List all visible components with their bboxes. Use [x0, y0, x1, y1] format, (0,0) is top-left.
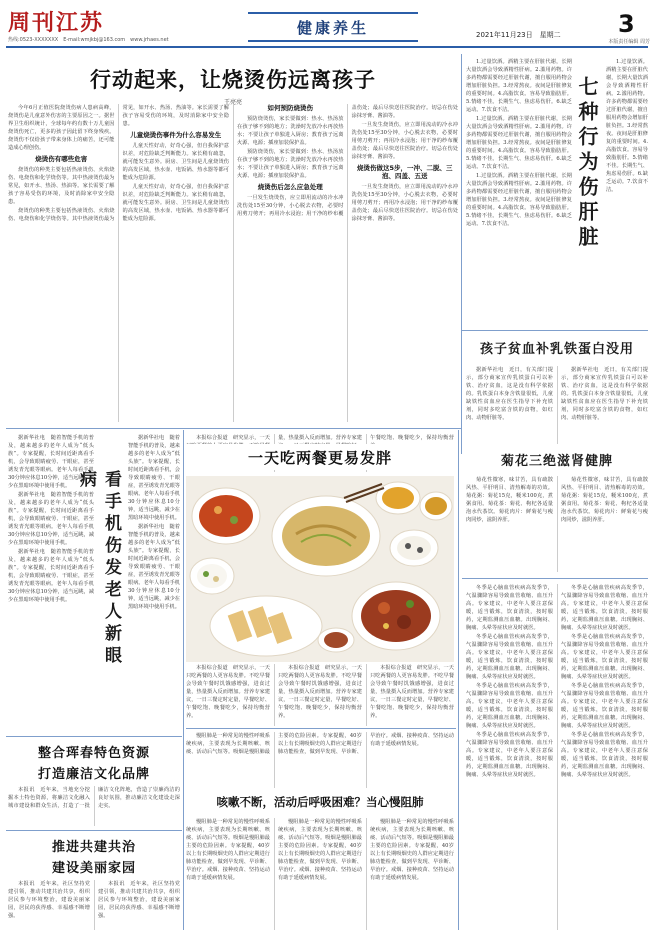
food-illustration	[186, 476, 454, 662]
cough-header	[186, 794, 454, 814]
editor-credit: 本版责任编辑 周芳	[608, 39, 650, 45]
right-paragraph: 冬季是心脑血管疾病高发季节，气温骤降容易导致血管收缩、血压升高。专家建议，中老年人要注意保暖，适当锻炼，饮食清淡，按时服药，定期监测血压血糖。出现胸闷、胸痛、头晕等症状应及时就医。	[466, 683, 553, 729]
cough-paragraph: 慢阻肺是一种常见的慢性呼吸系统疾病，主要表现为长期咳嗽、咳痰、活动后气短等。吸烟是慢阻肺最主要的危险因素。专家提醒，40岁以上有长期吸烟史的人群应定期进行肺功能检查，做到早发现、早诊断、早治疗。戒烟、接种疫苗、坚持运动有助于延缓病情发展。	[186, 819, 270, 881]
right-paragraph: 冬季是心脑血管疾病高发季节，气温骤降容易导致血管收缩、血压升高。专家建议，中老年人要注意保暖，适当锻炼，饮食清淡，按时服药，定期监测血压血糖。出现胸闷、胸痛、头晕等症状应及时就医。	[561, 683, 648, 729]
cough-headline: 咳嗽不断，活动后呼吸困难？当心慢阻肺	[216, 795, 424, 809]
masthead-rule	[6, 46, 648, 48]
masthead	[0, 0, 654, 46]
liver-body-left	[466, 58, 572, 324]
dish-body	[466, 476, 648, 572]
meals-paragraph: 本报综合报道 研究显示，一天只吃两餐的人更容易发胖。不吃早餐会导致午餐时饥饿感增强，进食过量，热量摄入反而增加。营养专家建议，一日三餐定时定量，早餐吃好、午餐吃饱、晚餐吃少，保持均衡营养。	[370, 665, 454, 719]
liver-paragraph: 1.过量饮酒。酒精主要在肝脏代谢，长期大量饮酒会导致酒精性肝病。2.滥用药物。许多药物都需要经过肝脏代谢，擅自服用药物会增加肝脏负担。3.经常熬夜。夜间是肝脏修复的重要时间。4.高脂饮食。容易导致脂肪肝。5.情绪不佳。长期生气、焦虑易伤肝。6.缺乏运动。7.饮食不洁。	[466, 173, 572, 227]
page-number: 3	[618, 10, 635, 38]
right-paragraph: 冬季是心脑血管疾病高发季节，气温骤降容易导致血管收缩、血压升高。专家建议，中老年人要注意保暖，适当锻炼，饮食清淡，按时服药，定期监测血压血糖。出现胸闷、胸痛、头晕等症状应及时就医。	[561, 732, 648, 778]
meals-header	[186, 444, 454, 470]
phone-paragraph: 据新华社电 随着智能手机的普及，越来越多的老年人成为“低头族”。专家提醒，长时间近距离看手机，会导致眼睛疲劳、干眼症，甚至诱发青光眼等眼病。老年人每看手机30分钟应休息10分钟，适当远眺，减少在黑暗环境中使用手机。	[128, 524, 180, 610]
integrate-body	[8, 786, 180, 826]
heal-paragraph: 本报讯 近年来，社区坚持党建引领，推动共建共治共享，组织居民参与环境整治，建设美丽家园，居民的获得感、幸福感不断增强。	[8, 881, 90, 919]
lead-paragraph: 儿童天性好动，好奇心强，但自我保护意识差，对危险缺乏判断能力。家长稍有疏忽，就可能发生意外。厨房、卫生间是儿童烧烫伤的高发区域，热水壶、电饭锅、热水器等都可能成为危险源。	[122, 184, 229, 222]
lead-paragraph: 一旦发生烧烫伤，应立即用流动的冷水冲洗伤处15至30分钟，小心脱去衣物，必要时用剪刀剪开；再用冷水浸泡；用干净的纱布覆盖伤处；最后尽快送往医院治疗。切忌在伤处涂抹牙膏、酱油等。	[237, 105, 458, 217]
phone-headline: 看手机伤发老人新眼病	[76, 470, 121, 668]
lead-subhead: 如何预防烧烫伤	[267, 104, 313, 112]
food-photo	[186, 476, 454, 662]
lead-subhead: 儿童烧烫伤事件为什么容易发生	[130, 131, 222, 139]
phone-paragraph: 据新华社电 随着智能手机的普及，越来越多的老年人成为“低头族”。专家提醒，长时间近距离看手机，会导致眼睛疲劳、干眼症，甚至诱发青光眼等眼病。老年人每看手机30分钟应休息10分钟，适当远眺，减少在黑暗环境中使用手机。	[8, 435, 94, 489]
column-divider	[183, 430, 184, 930]
lead-subhead: 烧烫伤后怎么应急处理	[257, 183, 323, 191]
phone-paragraph: 据新华社电 随着智能手机的普及，越来越多的老年人成为“低头族”。专家提醒，长时间近距离看手机，会导致眼睛疲劳、干眼症，甚至诱发青光眼等眼病。老年人每看手机30分钟应休息10分钟，适当远眺，减少在黑暗环境中使用手机。	[8, 492, 94, 546]
newspaper-logo: 周刊江苏	[8, 10, 105, 36]
dish-header	[466, 450, 648, 472]
cough-paragraph: 慢阻肺是一种常见的慢性呼吸系统疾病，主要表现为长期咳嗽、咳痰、活动后气短等。吸烟是慢阻肺最主要的危险因素。专家提醒，40岁以上有长期吸烟史的人群应定期进行肺功能检查，做到早发现、早诊断、早治疗。戒烟、接种疫苗、坚持运动有助于延缓病情发展。	[370, 819, 454, 881]
meals-headline: 一天吃两餐更易发胖	[247, 449, 392, 467]
milk-paragraph: 据新华社电 近日，有关部门提示，部分商家宣传乳铁蛋白可以补铁、治疗贫血，这是没有科学依据的。乳铁蛋白本身含铁量很低，儿童缺铁性贫血应在医生指导下补充铁剂，同时多吃富含铁的食物，如红肉、动物肝脏等。	[561, 367, 648, 421]
liver-body-right	[606, 58, 648, 324]
column-divider	[461, 54, 462, 454]
cough-paragraph: 慢阻肺是一种常见的慢性呼吸系统疾病，主要表现为长期咳嗽、咳痰、活动后气短等。吸烟是慢阻肺最主要的危险因素。专家提醒，40岁以上有长期吸烟史的人群应定期进行肺功能检查，做到早发现、早诊断、早治疗。戒烟、接种疫苗、坚持运动有助于延缓病情发展。	[186, 733, 454, 755]
dish-paragraph: 菊花性微寒，味甘苦，具有疏散风热、平肝明目、清热解毒的功效。菊花粥：菊花15克，粳米100克，煮粥食用。菊花茶：菊花、枸杞各适量泡水代茶饮。菊花肉片：鲜菊花与瘦肉同炒，滋阴养肝。	[561, 477, 648, 523]
heal-paragraph: 本报讯 近年来，社区坚持党建引领，推动共建共治共享，组织居民参与环境整治，建设美丽家园，居民的获得感、幸福感不断增强。	[98, 881, 180, 919]
section-rule	[6, 428, 462, 429]
integrate-header	[8, 740, 180, 784]
cough-body-top	[186, 732, 454, 788]
integrate-paragraph: 本报讯 近年来，当地充分挖掘本土特色资源，将廉洁文化融入城市建设和群众生活，打造了一批廉洁文化阵地，营造了崇廉尚洁的良好氛围，推动廉洁文化建设走深走实。	[8, 787, 180, 809]
meals-body	[186, 664, 454, 726]
heal-headline-1: 推进共建共治	[51, 840, 136, 855]
right-paragraph: 冬季是心脑血管疾病高发季节，气温骤降容易导致血管收缩、血压升高。专家建议，中老年人要注意保暖，适当锻炼，饮食清淡，按时服药，定期监测血压血糖。出现胸闷、胸痛、头晕等症状应及时就医。	[466, 634, 553, 680]
section-title: 健康养生	[296, 18, 369, 37]
lead-byline: 王亮亮	[223, 99, 242, 106]
lead-paragraph: 一旦发生烧烫伤，应立即用流动的冷水冲洗伤处15至30分钟，小心脱去衣物，必要时用剪刀剪开；再用冷水浸泡；用干净的纱布覆盖伤处；最后尽快送往医院治疗。切忌在伤处涂抹牙膏、酱油等。	[351, 184, 458, 222]
liver-paragraph: 1.过量饮酒。酒精主要在肝脏代谢，长期大量饮酒会导致酒精性肝病。2.滥用药物。许多药物都需要经过肝脏代谢，擅自服用药物会增加肝脏负担。3.经常熬夜。夜间是肝脏修复的重要时间。4.高脂饮食。容易导致脂肪肝。5.情绪不佳。长期生气、焦虑易伤肝。6.缺乏运动。7.饮食不洁。	[466, 116, 572, 170]
right-paragraph: 冬季是心脑血管疾病高发季节，气温骤降容易导致血管收缩、血压升高。专家建议，中老年人要注意保暖，适当锻炼，饮食清淡，按时服药，定期监测血压血糖。出现胸闷、胸痛、头晕等症状应及时就医。	[561, 585, 648, 631]
dish-headline: 菊花三绝滋肾健脾	[500, 454, 613, 469]
phone-body-right	[128, 434, 180, 732]
lead-header	[8, 54, 458, 106]
section-rule	[6, 736, 182, 737]
lead-paragraph: 预防烧烫伤，家长要做到：热水、热汤放在孩子够不到的地方；洗澡时先放冷水再放热水；不要让孩子单独进入厨房；教育孩子远离火源、电源；插座加装保护盖。	[237, 116, 344, 146]
right-paragraph: 冬季是心脑血管疾病高发季节，气温骤降容易导致血管收缩、血压升高。专家建议，中老年人要注意保暖，适当锻炼，饮食清淡，按时服药，定期监测血压血糖。出现胸闷、胸痛、头晕等症状应及时就医。	[466, 732, 553, 778]
lead-paragraph: 儿童天性好动，好奇心强，但自我保护意识差，对危险缺乏判断能力。家长稍有疏忽，就可能发生意外。厨房、卫生间是儿童烧烫伤的高发区域，热水壶、电饭锅、热水器等都可能成为危险源。	[122, 143, 229, 181]
right-paragraph: 冬季是心脑血管疾病高发季节，气温骤降容易导致血管收缩、血压升高。专家建议，中老年人要注意保暖，适当锻炼，饮食清淡，按时服药，定期监测血压血糖。出现胸闷、胸痛、头晕等症状应及时就医。	[561, 634, 648, 680]
heal-header	[8, 834, 180, 878]
meals-paragraph: 本报综合报道 研究显示，一天只吃两餐的人更容易发胖。不吃早餐会导致午餐时饥饿感增强，进食过量，热量摄入反而增加。营养专家建议，一日三餐定时定量，早餐吃好、午餐吃饱、晚餐吃少，保持均衡营养。	[186, 665, 270, 719]
cough-paragraph: 慢阻肺是一种常见的慢性呼吸系统疾病，主要表现为长期咳嗽、咳痰、活动后气短等。吸烟是慢阻肺最主要的危险因素。专家提醒，40岁以上有长期吸烟史的人群应定期进行肺功能检查，做到早发现、早诊断、早治疗。戒烟、接种疫苗、坚持运动有助于延缓病情发展。	[278, 819, 362, 881]
contact-info: 热线:0523-XXXXXXX E-mail:wmjkbj@163.com www.jrhaes.net	[8, 37, 169, 43]
phone-paragraph: 据新华社电 随着智能手机的普及，越来越多的老年人成为“低头族”。专家提醒，长时间近距离看手机，会导致眼睛疲劳、干眼症，甚至诱发青光眼等眼病。老年人每看手机30分钟应休息10分钟，适当远眺，减少在黑暗环境中使用手机。	[128, 435, 180, 521]
integrate-headline-2: 打造廉洁文化品牌	[37, 767, 150, 782]
lead-paragraph: 烧烫伤的种类主要包括热液烫伤、火焰烧伤、电烧伤和化学烧伤等。其中热液烫伤最为常见，如开水、热汤、热油等。家长需要了解孩子容易受伤的环境，及时消除家中安全隐患。	[8, 167, 115, 205]
milk-header	[466, 338, 648, 362]
lead-subhead: 烧烫伤做这5步，一冲、二脱、三泡、四盖、五送	[356, 164, 453, 180]
milk-body	[466, 366, 648, 444]
lead-body	[8, 104, 458, 422]
liver-paragraph: 1.过量饮酒。酒精主要在肝脏代谢，长期大量饮酒会导致酒精性肝病。2.滥用药物。许多药物都需要经过肝脏代谢，擅自服用药物会增加肝脏负担。3.经常熬夜。夜间是肝脏修复的重要时间。4.高脂饮食。容易导致脂肪肝。5.情绪不佳。长期生气、焦虑易伤肝。6.缺乏运动。7.饮食不洁。	[606, 59, 648, 193]
lead-headline: 行动起来，让烧烫伤远离孩子	[90, 68, 376, 92]
heal-body	[8, 880, 180, 930]
lead-paragraph: 一旦发生烧烫伤，应立即用流动的冷水冲洗伤处15至30分钟，小心脱去衣物，必要时用剪刀剪开；再用冷水浸泡；用干净的纱布覆盖伤处；最后尽快送往医院治疗。切忌在伤处涂抹牙膏、酱油等。	[351, 122, 458, 160]
section-banner	[248, 12, 418, 42]
milk-headline: 孩子贫血补乳铁蛋白没用	[479, 342, 634, 357]
heal-headline-2: 建设美丽家园	[51, 861, 136, 876]
cough-body	[186, 818, 454, 930]
lead-subhead: 烧烫伤有哪些危害	[35, 155, 88, 163]
section-rule	[6, 830, 182, 831]
lead-paragraph: 今年6月正值医院烧烫伤病人患病高峰，烧烫伤是儿童意外伤害的主要原因之一。据世界卫生组织统计，全球每年约有数十万儿童因烧烫伤死亡，更多的孩子因此留下终身残疾。烧烫伤不仅给孩子带来身体上的痛苦，还可能造成心理创伤。	[8, 105, 115, 151]
dish-paragraph: 菊花性微寒，味甘苦，具有疏散风热、平肝明目、清热解毒的功效。菊花粥：菊花15克，粳米100克，煮粥食用。菊花茶：菊花、枸杞各适量泡水代茶饮。菊花肉片：鲜菊花与瘦肉同炒，滋阴养肝。	[466, 477, 553, 523]
section-rule	[462, 330, 648, 331]
section-rule	[462, 578, 648, 579]
issue-date: 2021年11月23日 星期二	[476, 31, 561, 39]
meals-paragraph: 本报综合报道 研究显示，一天只吃两餐的人更容易发胖。不吃早餐会导致午餐时饥饿感增强，进食过量，热量摄入反而增加。营养专家建议，一日三餐定时定量，早餐吃好、午餐吃饱、晚餐吃少，保持均衡营养。	[278, 665, 362, 719]
section-rule	[186, 728, 456, 729]
milk-paragraph: 据新华社电 近日，有关部门提示，部分商家宣传乳铁蛋白可以补铁、治疗贫血，这是没有科学依据的。乳铁蛋白本身含铁量很低，儿童缺铁性贫血应在医生指导下补充铁剂，同时多吃富含铁的食物，如红肉、动物肝脏等。	[466, 367, 553, 421]
meals-paragraph: 本报综合报道 研究显示，一天 量，热量摄入反而增加。营养专家建 午餐吃饱、晚餐吃少，保持均衡营	[196, 435, 454, 441]
right-lower-body	[466, 584, 648, 930]
integrate-headline-1: 整合珲春特色资源	[37, 746, 150, 761]
liver-paragraph: 1.过量饮酒。酒精主要在肝脏代谢，长期大量饮酒会导致酒精性肝病。2.滥用药物。许多药物都需要经过肝脏代谢，擅自服用药物会增加肝脏负担。3.经常熬夜。夜间是肝脏修复的重要时间。4.高脂饮食。容易导致脂肪肝。5.情绪不佳。长期生气、焦虑易伤肝。6.缺乏运动。7.饮食不洁。	[466, 59, 572, 113]
right-paragraph: 冬季是心脑血管疾病高发季节，气温骤降容易导致血管收缩、血压升高。专家建议，中老年人要注意保暖，适当锻炼，饮食清淡，按时服药，定期监测血压血糖。出现胸闷、胸痛、头晕等症状应及时就医。	[466, 585, 553, 631]
column-divider	[458, 430, 459, 930]
lead-paragraph: 烧烫伤的种类主要包括热液烫伤、火焰烧伤、电烧伤和化学烧伤等。其中热液烫伤最为常见，如开水、热汤、热油等。家长需要了解孩子容易受伤的环境，及时消除家中安全隐患。	[8, 105, 229, 222]
lead-paragraph: 预防烧烫伤，家长要做到：热水、热汤放在孩子够不到的地方；洗澡时先放冷水再放热水；不要让孩子单独进入厨房；教育孩子远离火源、电源；插座加装保护盖。	[237, 149, 344, 179]
phone-paragraph: 据新华社电 随着智能手机的普及，越来越多的老年人成为“低头族”。专家提醒，长时间近距离看手机，会导致眼睛疲劳、干眼症，甚至诱发青光眼等眼病。老年人每看手机30分钟应休息10分钟，适当远眺，减少在黑暗环境中使用手机。	[8, 549, 94, 603]
liver-headline: 七种行为伤肝脏	[575, 76, 599, 251]
